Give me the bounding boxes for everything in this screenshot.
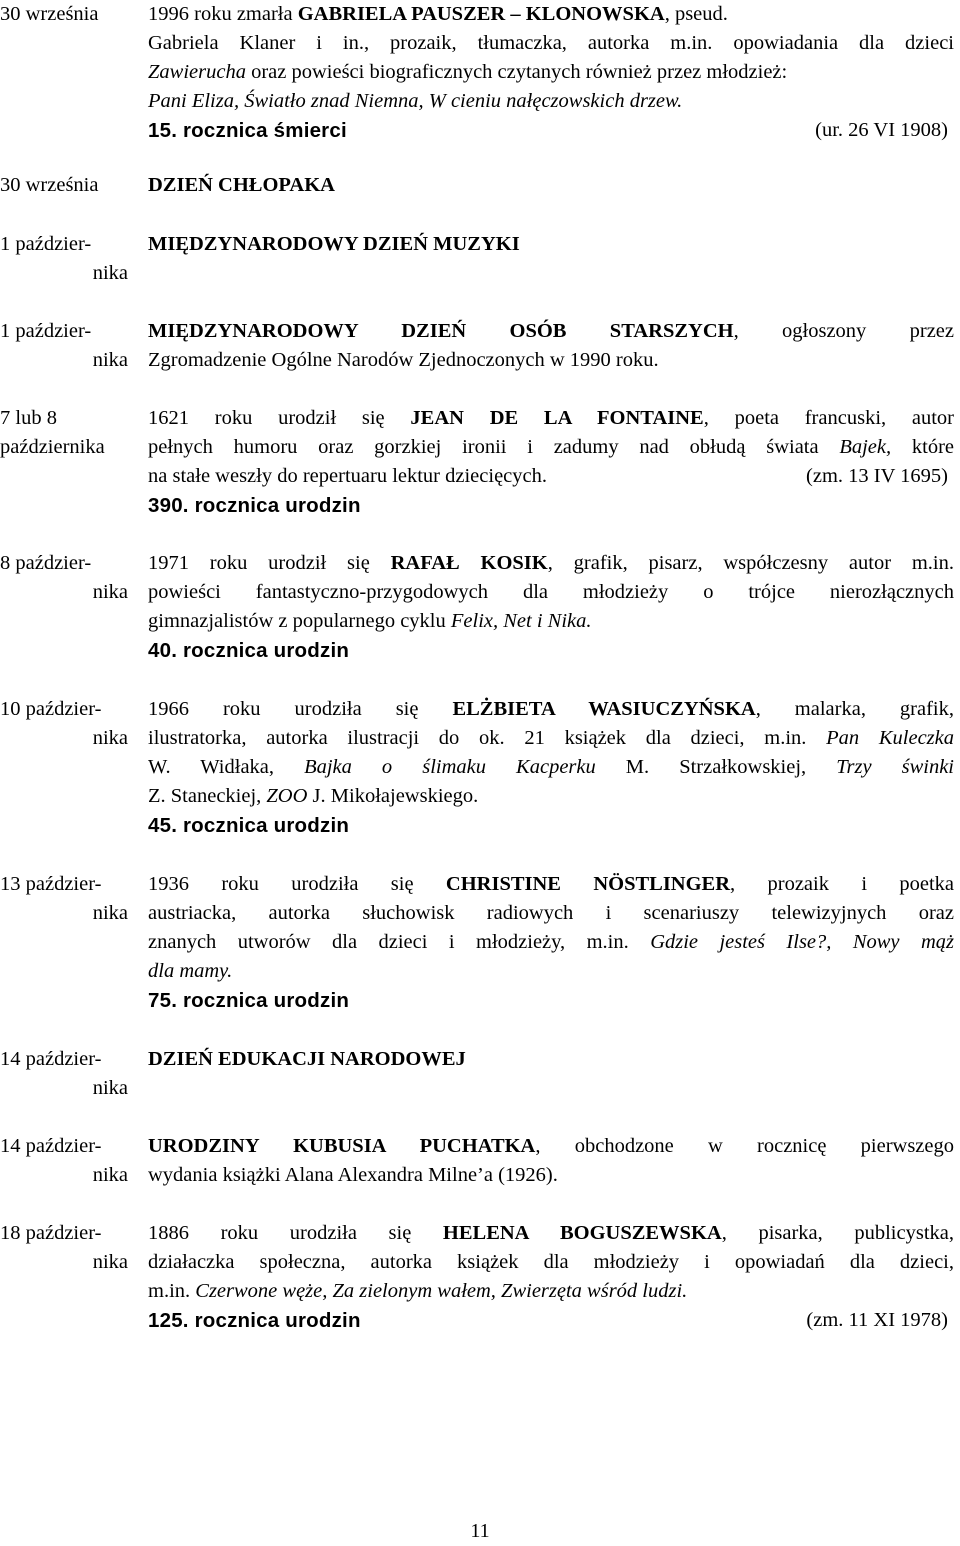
entry-text — [148, 1132, 954, 1190]
entry-line: działaczka społeczna, autorka książek dla młodzieży i opowiadań dla dzieci, — [148, 1251, 954, 1273]
entry-date: 18 paździer- nika — [0, 1222, 128, 1273]
entry-text — [148, 317, 954, 375]
entry-line: MIĘDZYNARODOWY DZIEŃ MUZYKI — [148, 233, 520, 255]
entry-text — [148, 0, 954, 146]
entry-line: gimnazjalistów z popularnego cyklu Felix, Net i Nika. — [148, 610, 592, 632]
entry-date: 30 września — [0, 3, 99, 25]
entry-line: W. Widłaka, Bajka o ślimaku Kacperku M. Strzałkowskiej, Trzy świnki — [148, 756, 954, 778]
entry-line: 125. rocznica urodzin (zm. 11 XI 1978) — [148, 1309, 948, 1332]
entry-line: pełnych humoru oraz gorzkiej ironii i zadumy nad obłudą świata Bajek, które — [148, 436, 955, 458]
entry-text — [148, 404, 954, 520]
entry-line: DZIEŃ CHŁOPAKA — [148, 174, 335, 196]
entry-text — [148, 230, 954, 259]
entry-date: 14 paździer- nika — [0, 1048, 128, 1099]
entry-line: 1971 roku urodził się RAFAŁ KOSIK, grafik, pisarz, współczesny autor m.in. — [148, 552, 954, 574]
entry-line: Zgromadzenie Ogólne Narodów Zjednoczonych w 1990 roku. — [148, 349, 659, 371]
entry-text — [148, 695, 954, 840]
entry-line: 75. rocznica urodzin — [148, 989, 350, 1012]
entry-line: austriacka, autorka słuchowisk radiowych i scenariuszy telewizyjnych oraz — [148, 902, 954, 924]
entry-line: Gabriela Klaner i in., prozaik, tłumaczka, autorka m.in. opowiadania dla dzieci — [148, 32, 954, 54]
entry-line: m.in. Czerwone węże, Za zielonym wałem, Zwierzęta wśród ludzi. — [148, 1280, 688, 1302]
entry-date: 13 paździer- nika — [0, 873, 128, 924]
entry-line: 40. rocznica urodzin — [148, 639, 350, 662]
entry-line: 1996 roku zmarła GABRIELA PAUSZER – KLONOWSKA, pseud. — [148, 3, 728, 25]
entry-date: 8 paździer- nika — [0, 552, 128, 603]
entry-line: na stałe weszły do repertuaru lektur dziecięcych. (zm. 13 IV 1695) — [148, 465, 948, 487]
entry-line: 1966 roku urodziła się ELŻBIETA WASIUCZYŃSKA, malarka, grafik, — [148, 698, 955, 720]
entry-line: DZIEŃ EDUKACJI NARODOWEJ — [148, 1048, 466, 1070]
entry-line: URODZINY KUBUSIA PUCHATKA, obchodzone w rocznicę pierwszego — [148, 1135, 955, 1157]
entry-line: Zawierucha oraz powieści biograficznych czytanych również przez młodzież: — [148, 61, 788, 83]
entry-text — [148, 171, 954, 200]
entry-line: dla mamy. — [148, 960, 233, 982]
entry-text — [148, 549, 954, 665]
entry-text — [148, 870, 954, 1015]
entry-line: 1621 roku urodził się JEAN DE LA FONTAINE, poeta francuski, autor — [148, 407, 955, 429]
entry-line: 390. rocznica urodzin — [148, 494, 361, 517]
entry-text — [148, 1219, 954, 1336]
entry-line: Z. Staneckiej, ZOO J. Mikołajewskiego. — [148, 785, 479, 807]
entry-line: Pani Eliza, Światło znad Niemna, W cieniu nałęczowskich drzew. — [148, 90, 683, 112]
entry-line: wydania książki Alana Alexandra Milne’a (1926). — [148, 1164, 558, 1186]
entry-line: MIĘDZYNARODOWY DZIEŃ OSÓB STARSZYCH, ogłoszony przez — [148, 320, 955, 342]
page-number: 11 — [470, 1520, 490, 1542]
entry-date: 14 paździer- nika — [0, 1135, 128, 1186]
entry-line: znanych utworów dla dzieci i młodzieży, m.in. Gdzie jesteś Ilse?, Nowy mąż — [148, 931, 954, 953]
entry-date: 7 lub 8 października — [0, 407, 105, 458]
entry-date: 30 września — [0, 174, 99, 196]
entry-line: ilustratorka, autorka ilustracji do ok. 21 książek dla dzieci, m.in. Pan Kuleczka — [148, 727, 954, 749]
entry-line: 15. rocznica śmierci (ur. 26 VI 1908) — [148, 119, 948, 142]
entry-date: 1 paździer- nika — [0, 233, 128, 284]
entry-text — [148, 1045, 954, 1074]
entry-date: 1 paździer- nika — [0, 320, 128, 371]
entry-line: 1936 roku urodziła się CHRISTINE NÖSTLINGER, prozaik i poetka — [148, 873, 955, 895]
entry-line: powieści fantastyczno-przygodowych dla młodzieży o trójce nierozłącznych — [148, 581, 954, 603]
entry-line: 45. rocznica urodzin — [148, 814, 350, 837]
entry-date: 10 paździer- nika — [0, 698, 128, 749]
entry-line: 1886 roku urodziła się HELENA BOGUSZEWSKA, pisarka, publicystka, — [148, 1222, 954, 1244]
